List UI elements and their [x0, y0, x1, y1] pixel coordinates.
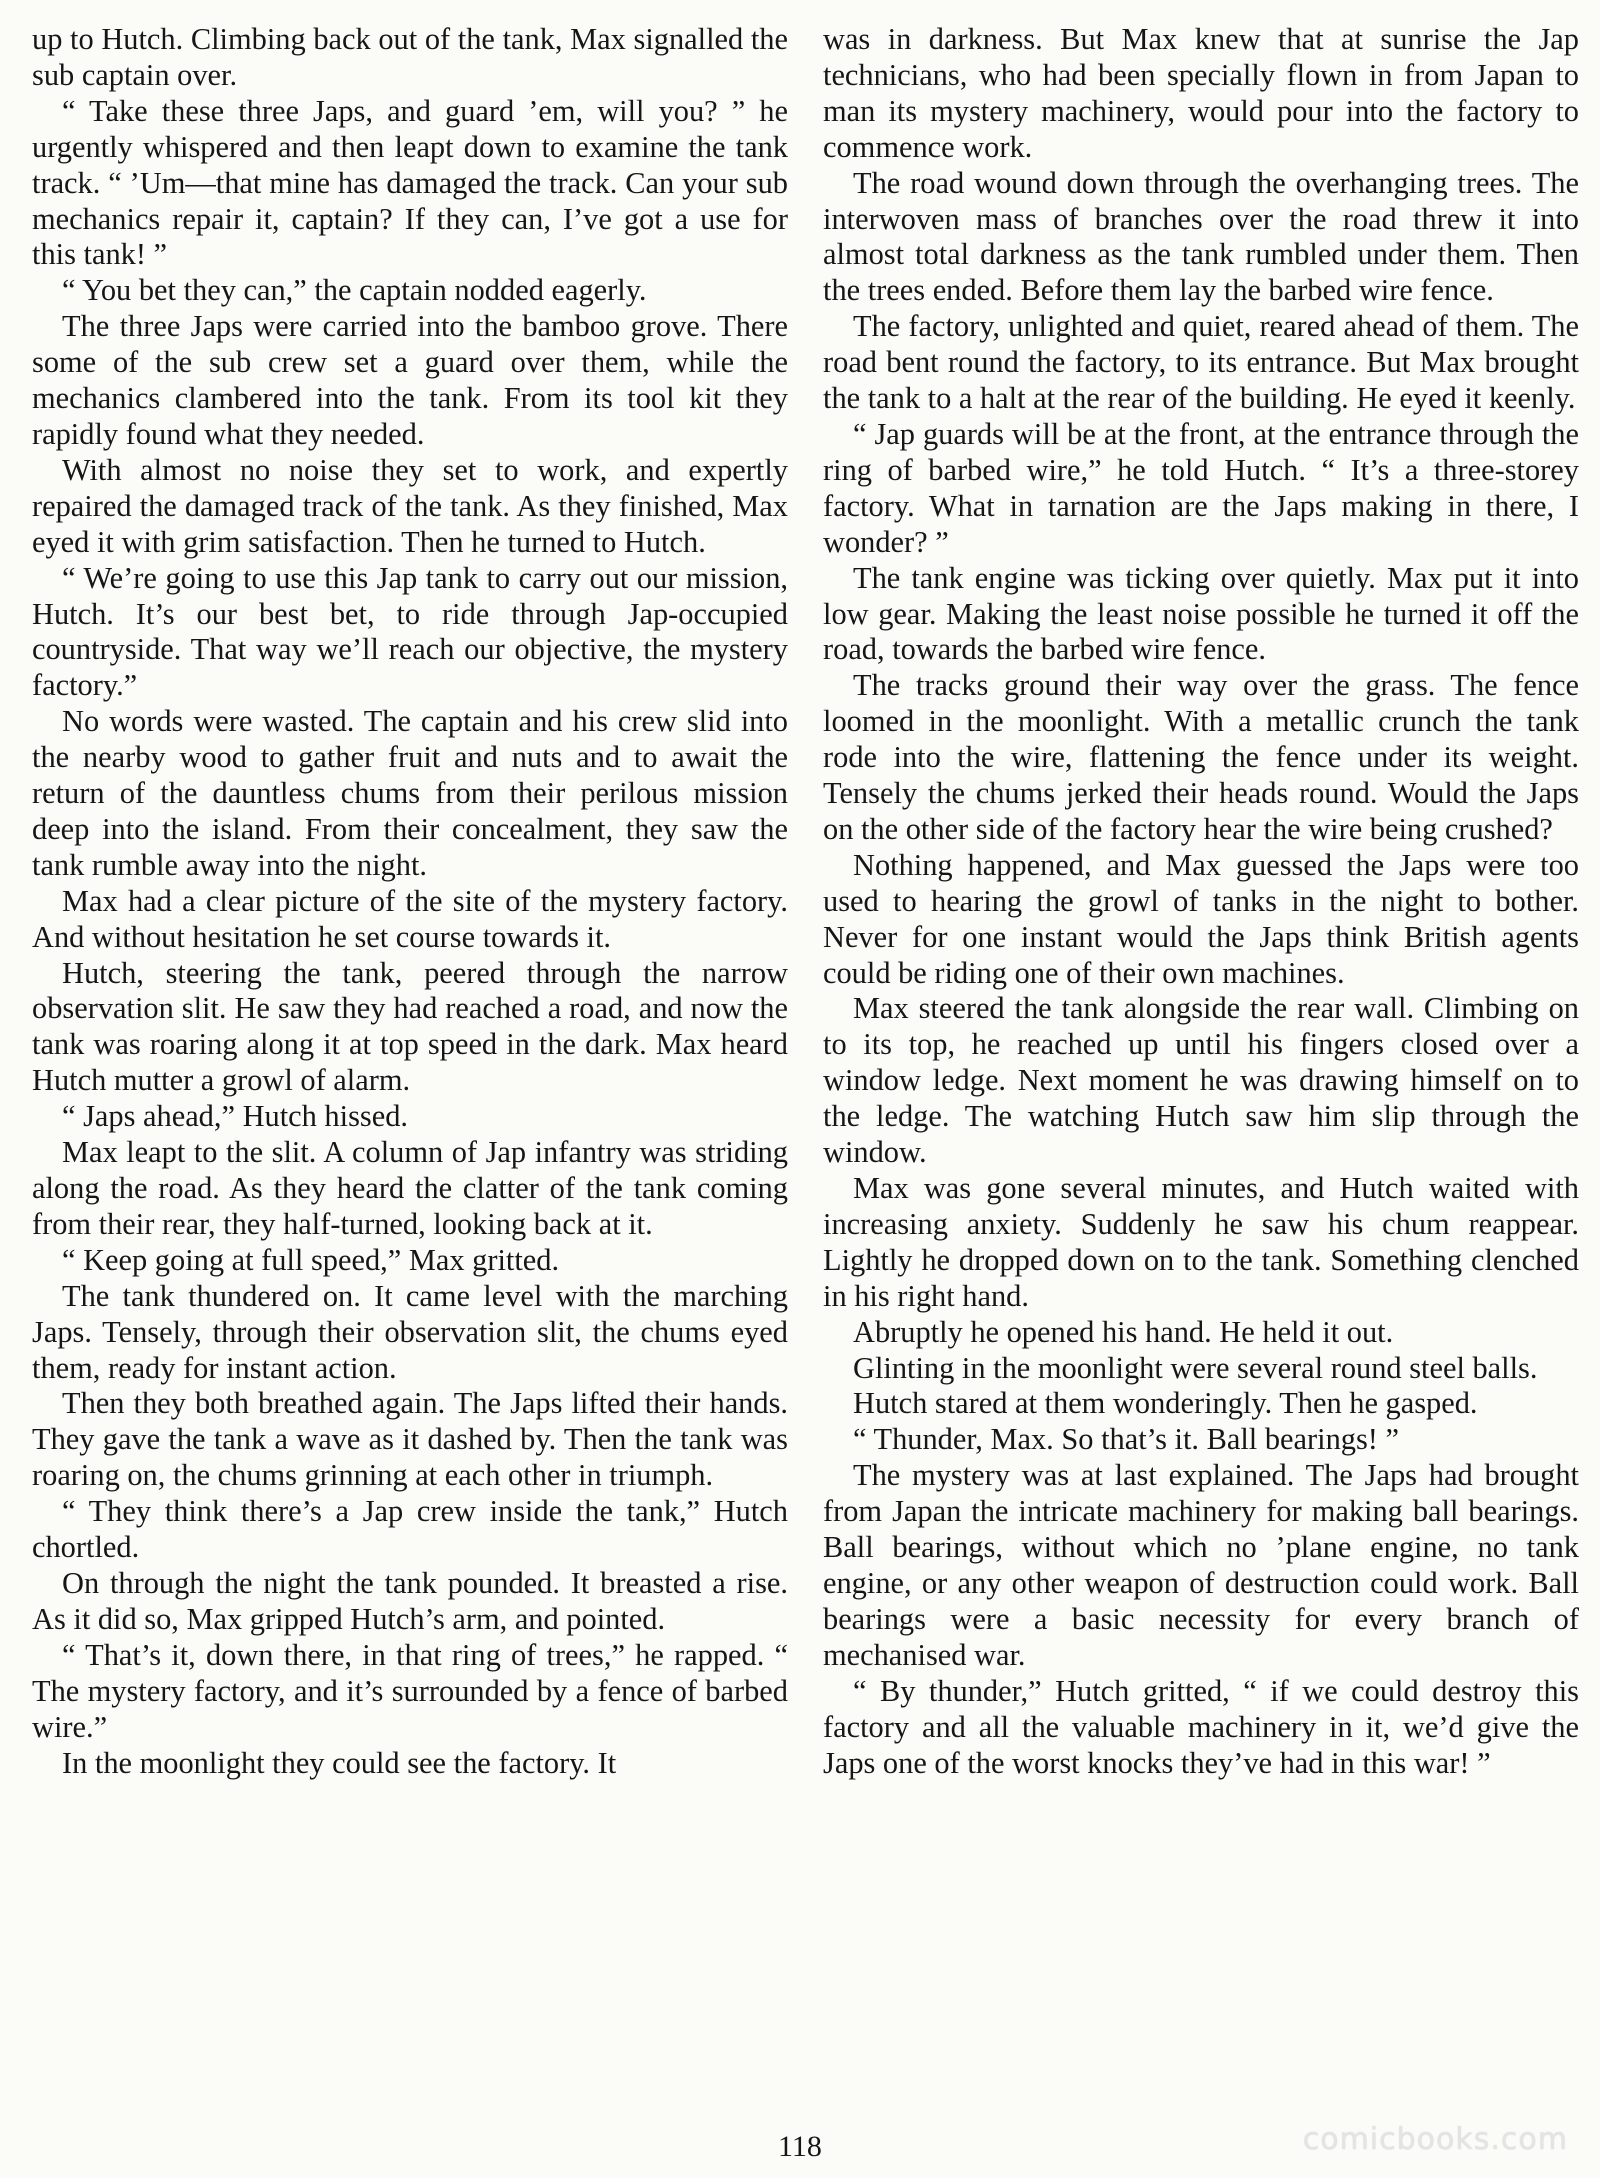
left-text-column [32, 22, 788, 1781]
paragraph: Abruptly he opened his hand. He held it out. [853, 1314, 1394, 1349]
paragraph: The tracks ground their way over the grass. The fence loomed in the moonlight. With a metallic crunch the tank rode into the wire, flattening the fence under its weight. Tensely the chums jerked their heads round. Would the Japs on the other side of the factory hear the wire being crushed? [823, 668, 1579, 846]
paragraph: Hutch stared at them wonderingly. Then he gasped. [853, 1386, 1478, 1421]
paragraph: “ Take these three Japs, and guard ’em, will you? ” he urgently whispered and then leapt down to examine the tank track. “ ’Um—that mine has damaged the track. Can your sub mechanics repair it, captain? If they can, I’ve got a use for this tank! ” [32, 93, 788, 272]
paragraph: “ That’s it, down there, in that ring of trees,” he rapped. “ The mystery factory, and it’s surrounded by a fence of barbed wire.” [32, 1637, 788, 1744]
paragraph: “ We’re going to use this Jap tank to carry out our mission, Hutch. It’s our best bet, to ride through Jap-occupied countryside. That way we’ll reach our objective, the mystery factory.” [32, 560, 788, 703]
paragraph: “ You bet they can,” the captain nodded eagerly. [62, 273, 647, 308]
paragraph: “ Keep going at full speed,” Max gritted. [62, 1242, 560, 1277]
paragraph: “ By thunder,” Hutch gritted, “ if we could destroy this factory and all the valuable machinery in it, we’d give the Japs one of the worst knocks they’ve had in this war! ” [823, 1673, 1579, 1780]
paragraph: The factory, unlighted and quiet, reared ahead of them. The road bent round the factory, to its entrance. But Max brought the tank to a halt at the rear of the building. He eyed it keenly. [823, 309, 1579, 416]
paragraph: The three Japs were carried into the bamboo grove. There some of the sub crew set a guard over them, while the mechanics clambered into the tank. From its tool kit they rapidly found what they needed. [32, 309, 788, 451]
paragraph: Glinting in the moonlight were several round steel balls. [853, 1350, 1538, 1385]
paragraph: Max had a clear picture of the site of the mystery factory. And without hesitation he set course towards it. [32, 883, 788, 954]
right-text-column [823, 22, 1579, 1781]
paragraph: Max leapt to the slit. A column of Jap infantry was striding along the road. As they heard the clatter of the tank coming from their rear, they half-turned, looking back at it. [32, 1135, 788, 1241]
watermark-logo: comicbooks.com [1302, 2122, 1568, 2157]
paragraph: “ Jap guards will be at the front, at the entrance through the ring of barbed wire,” he told Hutch. “ It’s a three-storey factory. What in tarnation are the Japs making in there, I wonder? ” [823, 416, 1579, 559]
paragraph: Then they both breathed again. The Japs lifted their hands. They gave the tank a wave as it dashed by. Then the tank was roaring on, the chums grinning at each other in triumph. [32, 1386, 788, 1493]
paragraph: The road wound down through the overhanging trees. The interwoven mass of branches over the road threw it into almost total darkness as the tank rumbled under them. Then the trees ended. Before them lay the barbed wire fence. [823, 165, 1579, 308]
paragraph: No words were wasted. The captain and his crew slid into the nearby wood to gather fruit and nuts and to await the return of the dauntless chums from their perilous mission deep into the island. From their concealment, they saw the tank rumble away into the night. [32, 704, 788, 882]
paragraph: was in darkness. But Max knew that at sunrise the Jap technicians, who had been specially flown in from Japan to man its mystery machinery, would pour into the factory to commence work. [823, 22, 1579, 164]
paragraph: Max was gone several minutes, and Hutch waited with increasing anxiety. Suddenly he saw his chum reappear. Lightly he dropped down on to the tank. Something clenched in his right hand. [823, 1171, 1579, 1313]
paragraph: Hutch, steering the tank, peered through the narrow observation slit. He saw they had reached a road, and now the tank was roaring along it at top speed in the dark. Max heard Hutch mutter a growl of alarm. [32, 955, 788, 1098]
paragraph: up to Hutch. Climbing back out of the tank, Max signalled the sub captain over. [32, 22, 788, 92]
paragraph: The mystery was at last explained. The Japs had brought from Japan the intricate machinery for making ball bearings. Ball bearings, without which no ’plane engine, no tank engine, or any other weapon of destruction could work. Ball bearings were a basic necessity for every branch of mechanised war. [823, 1458, 1579, 1672]
paragraph: “ They think there’s a Jap crew inside the tank,” Hutch chortled. [32, 1494, 788, 1565]
paragraph: “ Thunder, Max. So that’s it. Ball bearings! ” [853, 1422, 1399, 1457]
paragraph: “ Japs ahead,” Hutch hissed. [62, 1099, 409, 1134]
paragraph: With almost no noise they set to work, and expertly repaired the damaged track of the tank. As they finished, Max eyed it with grim satisfaction. Then he turned to Hutch. [32, 452, 788, 559]
paragraph: On through the night the tank pounded. It breasted a rise. As it did so, Max gripped Hutch’s arm, and pointed. [32, 1565, 788, 1636]
paragraph: The tank engine was ticking over quietly. Max put it into low gear. Making the least noise possible he turned it off the road, towards the barbed wire fence. [823, 560, 1579, 667]
page-number: 118 [778, 2130, 822, 2163]
paragraph: The tank thundered on. It came level with the marching Japs. Tensely, through their observation slit, the chums eyed them, ready for instant action. [32, 1278, 788, 1385]
paragraph: Max steered the tank alongside the rear wall. Climbing on to its top, he reached up until his fingers closed over a window ledge. Next moment he was drawing himself on to the ledge. The watching Hutch saw him slip through the window. [823, 991, 1579, 1170]
paragraph: Nothing happened, and Max guessed the Japs were too used to hearing the growl of tanks in the night to bother. Never for one instant would the Japs think British agents could be riding one of their own machines. [823, 847, 1579, 990]
paragraph: In the moonlight they could see the factory. It [62, 1745, 617, 1780]
